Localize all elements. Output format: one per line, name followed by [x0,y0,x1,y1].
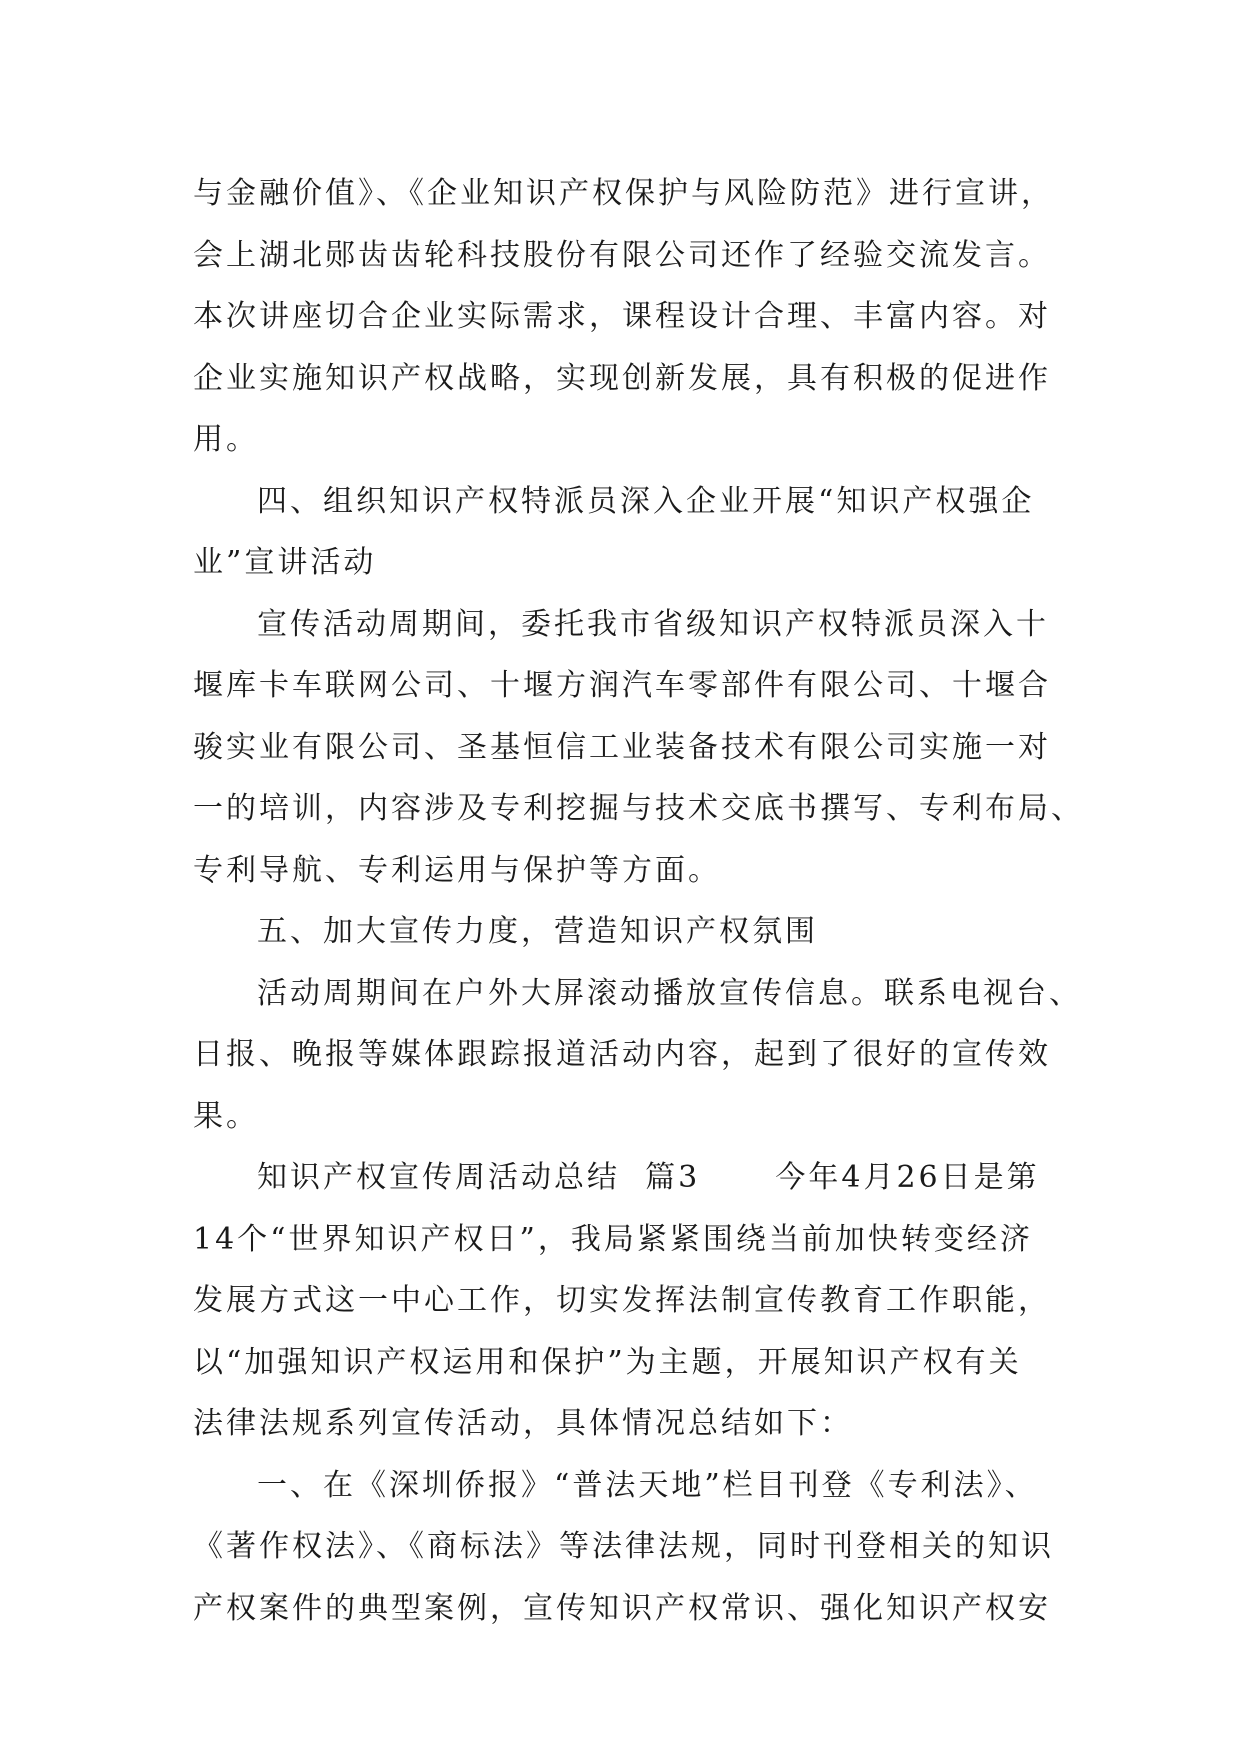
article-title-line: 知识产权宣传周活动总结 篇3 今年4月26日是第 [257,1160,1040,1195]
section-heading: 四、组织知识产权特派员深入企业开展“知识产权强企 [257,483,1035,519]
text-line: 一的培训，内容涉及专利挖掘与技术交底书撰写、专利布局、 [193,791,1084,826]
text-line: 用。 [193,422,259,457]
text-line: 活动周期间在户外大屏滚动播放宣传信息。联系电视台、 [257,975,1082,1011]
section-heading: 五、加大宣传力度，营造知识产权氛围 [257,914,818,949]
text-line: 与金融价值》、《企业知识产权保护与风险防范》进行宣讲， [193,176,1054,211]
text-line: 以“加强知识产权运用和保护”为主题，开展知识产权有关 [193,1344,1022,1380]
text-line: 一、在《深圳侨报》“普法天地”栏目刊登《专利法》、 [257,1467,1038,1503]
text-line: 14个“世界知识产权日”，我局紧紧围绕当前加快转变经济 [193,1221,1033,1257]
text-line: 专利导航、专利运用与保护等方面。 [193,852,721,888]
text-line: 本次讲座切合企业实际需求，课程设计合理、丰富内容。对 [193,299,1051,334]
text-line: 法律法规系列宣传活动，具体情况总结如下： [193,1406,853,1441]
text-line: 宣传活动周期间，委托我市省级知识产权特派员深入十 [257,606,1049,642]
text-line: 产权案件的典型案例，宣传知识产权常识、强化知识产权安 [193,1590,1051,1626]
text-line: 会上湖北郧齿齿轮科技股份有限公司还作了经验交流发言。 [193,237,1051,273]
text-line: 企业实施知识产权战略，实现创新发展，具有积极的促进作 [193,360,1051,396]
text-line: 堰库卡车联网公司、十堰方润汽车零部件有限公司、十堰合 [193,668,1051,703]
text-line: 《著作权法》、《商标法》等法律法规，同时刊登相关的知识 [193,1529,1054,1564]
text-line: 果。 [193,1098,259,1134]
section-heading-cont: 业”宣讲活动 [193,545,377,580]
text-line: 骏实业有限公司、圣基恒信工业装备技术有限公司实施一对 [193,729,1051,765]
document-body [193,163,1084,1639]
text-line: 日报、晚报等媒体跟踪报道活动内容，起到了很好的宣传效 [193,1037,1051,1072]
text-line: 发展方式这一中心工作，切实发挥法制宣传教育工作职能， [193,1283,1051,1318]
